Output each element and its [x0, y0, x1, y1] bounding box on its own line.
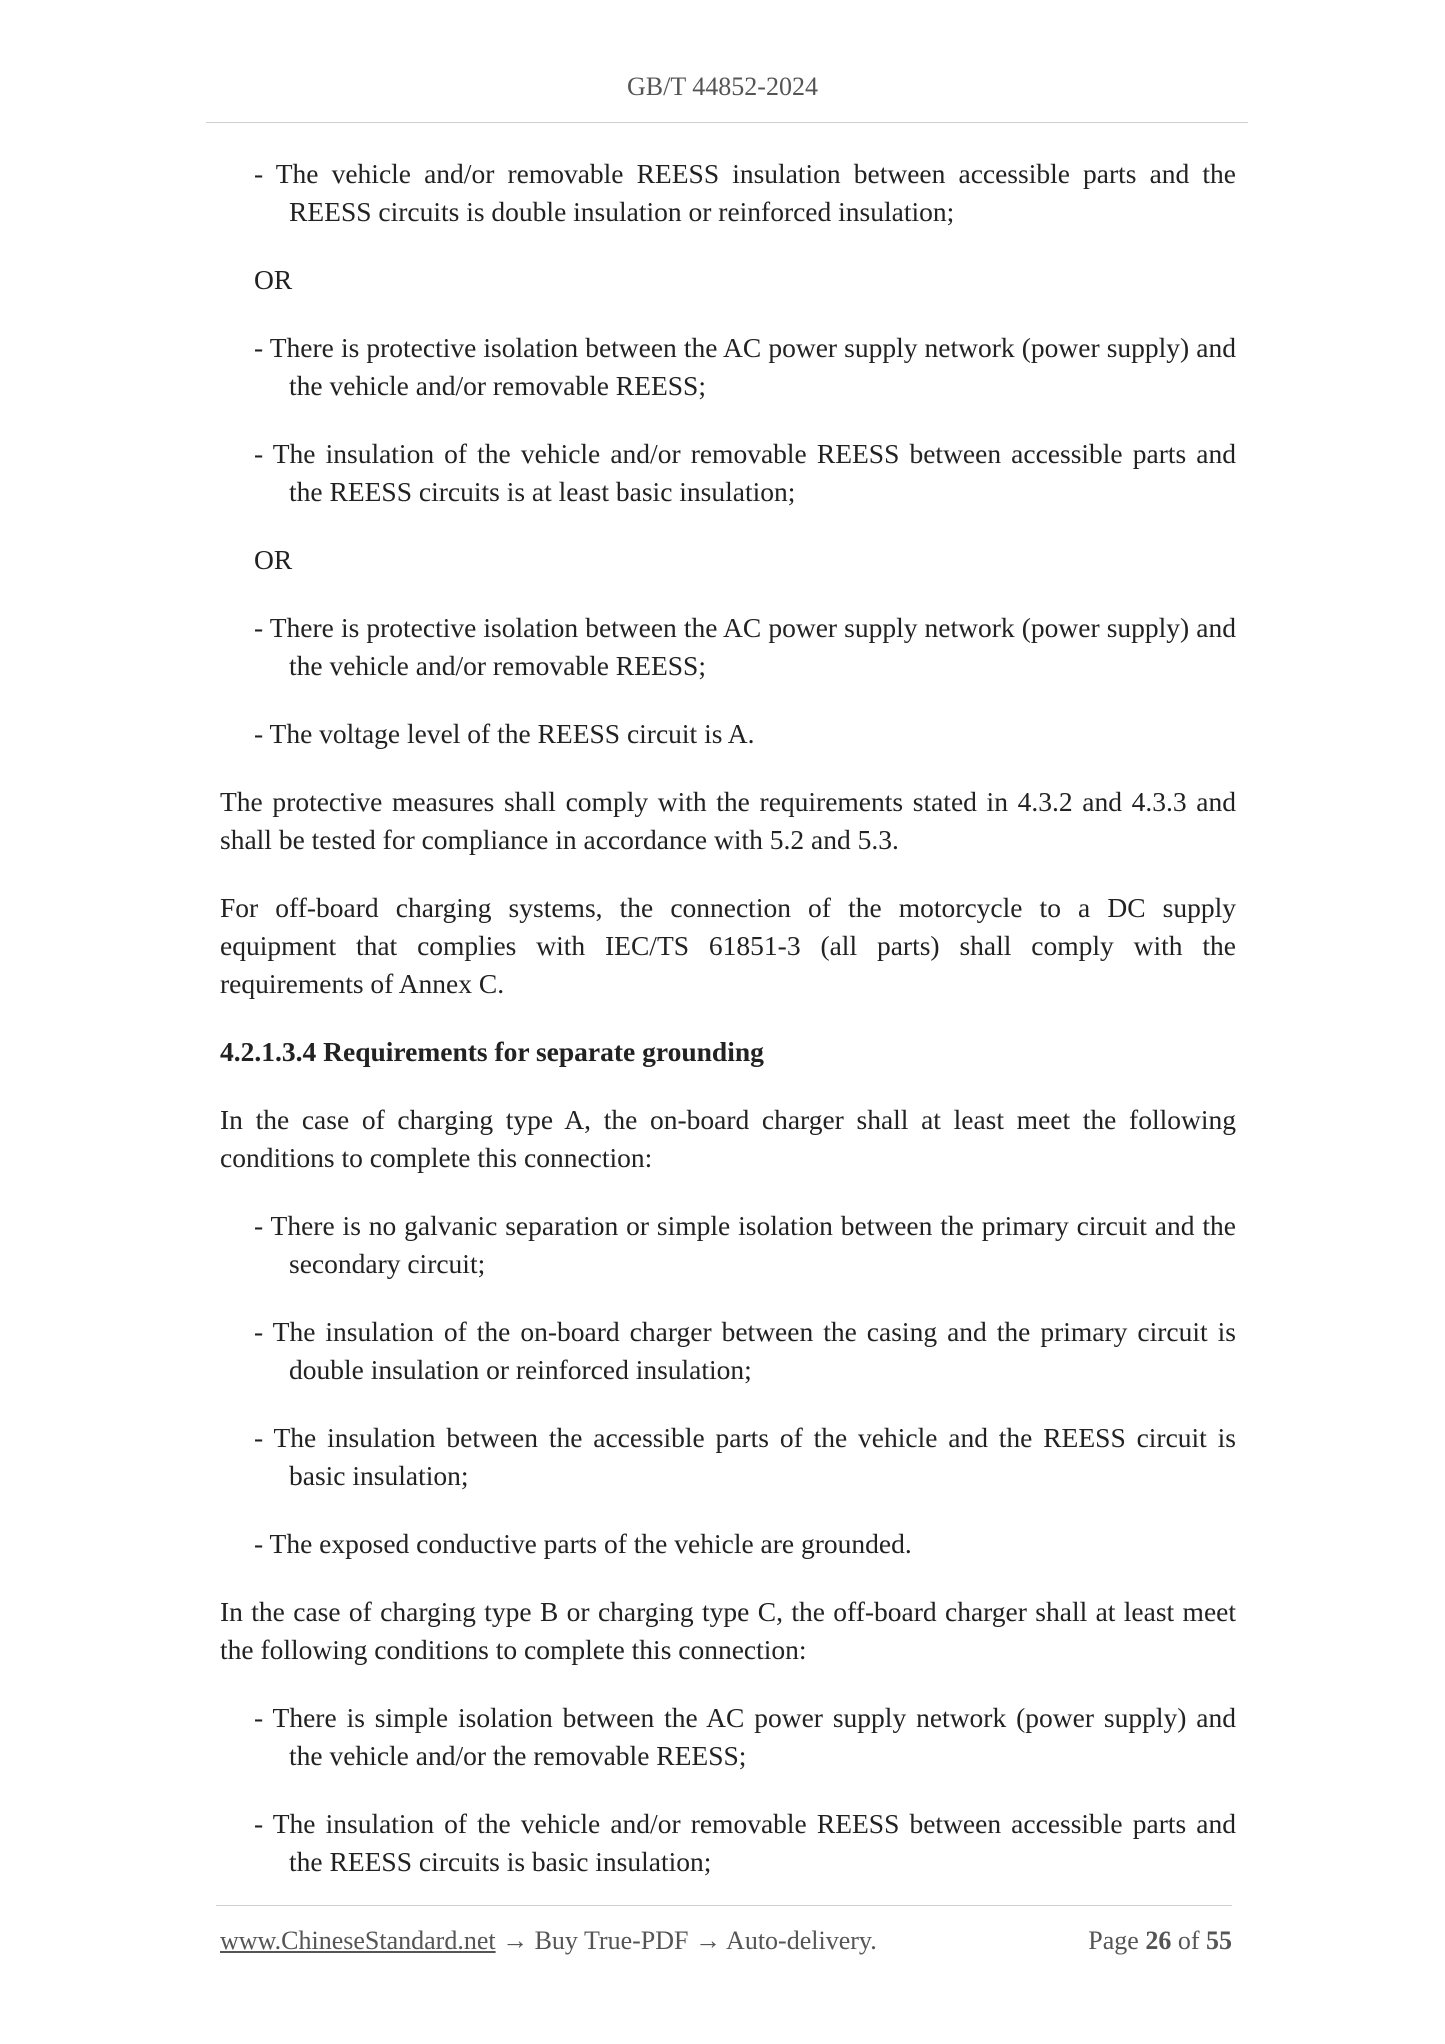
of-label: of	[1177, 1926, 1200, 1955]
list-item: - There is no galvanic separation or simple isolation between the primary circuit and the secondary circuit;	[254, 1210, 1236, 1279]
paragraph: The protective measures shall comply with the requirements stated in 4.3.2 and 4.3.3 and shall be tested for compliance in accordance with 5.2 and 5.3.	[220, 786, 1236, 855]
list-item: - The voltage level of the REESS circuit is A.	[254, 718, 755, 749]
list-item: - There is protective isolation between the AC power supply network (power supply) and the vehicle and/or removable REESS;	[254, 612, 1236, 681]
paragraph: For off-board charging systems, the connection of the motorcycle to a DC supply equipment that complies with IEC/TS 61851-3 (all parts) shall comply with the requirements of Annex C.	[220, 892, 1236, 999]
or-separator: OR	[254, 264, 293, 295]
site-link[interactable]: www.ChineseStandard.net	[220, 1926, 496, 1955]
page-label: Page	[1088, 1926, 1139, 1955]
page-total: 55	[1206, 1926, 1232, 1955]
list-item: - The exposed conductive parts of the vehicle are grounded.	[254, 1528, 912, 1559]
section-heading: 4.2.1.3.4 Requirements for separate grounding	[220, 1036, 764, 1067]
paragraph: In the case of charging type B or charging type C, the off-board charger shall at least meet the following conditions to complete this connection:	[220, 1596, 1236, 1665]
page-footer	[220, 1926, 1232, 1956]
list-item: - There is protective isolation between the AC power supply network (power supply) and the vehicle and/or removable REESS;	[254, 332, 1236, 401]
page-content	[220, 155, 1236, 1911]
header-doc-id: GB/T 44852-2024	[627, 72, 818, 101]
footer-divider	[216, 1905, 1232, 1906]
footer-left	[220, 1926, 877, 1956]
promo-text: → Buy True-PDF → Auto-delivery.	[495, 1926, 877, 1955]
paragraph: In the case of charging type A, the on-board charger shall at least meet the following conditions to complete this connection:	[220, 1104, 1236, 1173]
page-number: 26	[1145, 1926, 1172, 1955]
list-item: - The insulation of the vehicle and/or removable REESS between accessible parts and the REESS circuits is at least basic insulation;	[254, 438, 1236, 507]
or-separator: OR	[254, 544, 293, 575]
list-item: - The insulation of the vehicle and/or removable REESS between accessible parts and the REESS circuits is basic insulation;	[254, 1808, 1236, 1877]
page-indicator	[1088, 1926, 1232, 1956]
list-item: - The insulation between the accessible parts of the vehicle and the REESS circuit is basic insulation;	[254, 1422, 1236, 1491]
list-item: - There is simple isolation between the AC power supply network (power supply) and the vehicle and/or the removable REESS;	[254, 1702, 1236, 1771]
header-divider	[206, 122, 1248, 123]
list-item: - The insulation of the on-board charger between the casing and the primary circuit is double insulation or reinforced insulation;	[254, 1316, 1236, 1385]
list-item: - The vehicle and/or removable REESS insulation between accessible parts and the REESS circuits is double insulation or reinforced insulation;	[254, 158, 1236, 227]
